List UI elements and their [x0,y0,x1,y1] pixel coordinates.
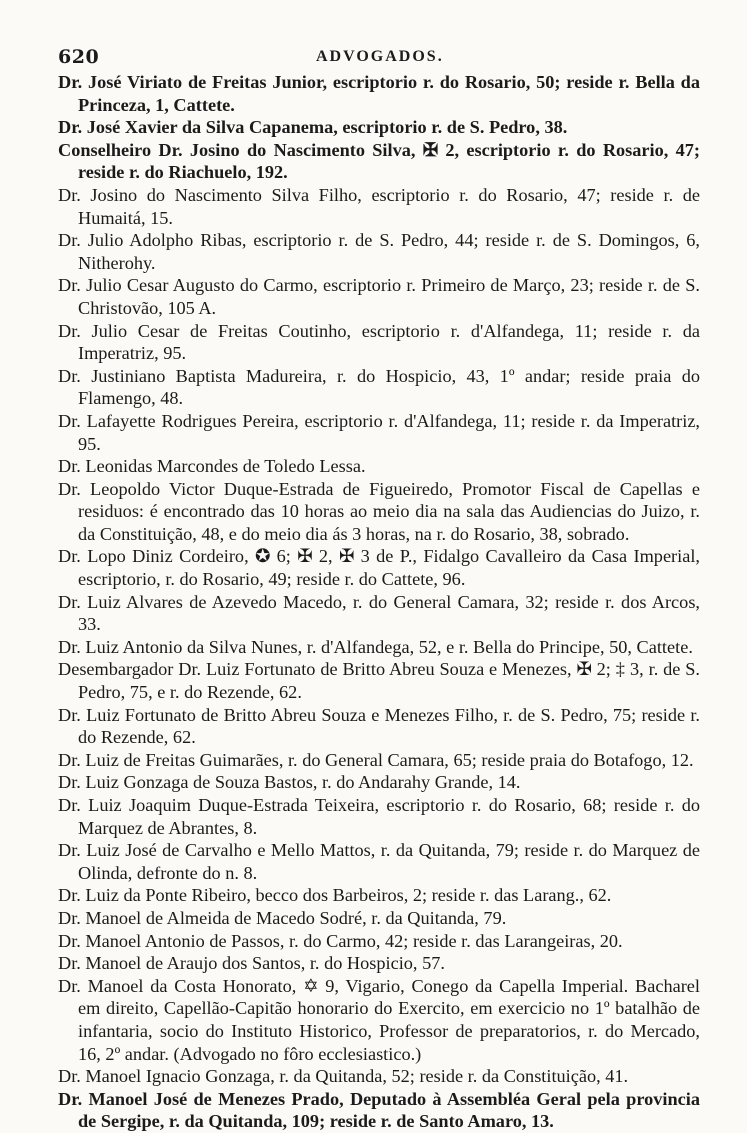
list-item: Desembargador Dr. Luiz Fortunato de Britto Abreu Souza e Menezes, ✠ 2; ‡ 3, r. de S. Pedro, 75, e r. do Rezende, 62. [58,659,700,703]
list-item: Dr. Manoel Antonio de Passos, r. do Carmo, 42; reside r. das Larangeiras, 20. [58,930,623,951]
page-number: 620 [58,46,100,68]
list-item: Dr. Luiz da Ponte Ribeiro, becco dos Barbeiros, 2; reside r. das Larang., 62. [58,885,612,906]
page-header [58,44,698,70]
list-item: Dr. Manoel José de Menezes Prado, Deputado à Assembléa Geral pela provincia de Sergipe, r. da Quitanda, 109; reside r. de Santo Amaro, 13. [58,1088,700,1132]
list-item: Dr. José Xavier da Silva Capanema, escriptorio r. de S. Pedro, 38. [58,117,568,138]
list-item: Conselheiro Dr. Josino do Nascimento Silva, ✠ 2, escriptorio r. do Rosario, 47; reside r. do Riachuelo, 192. [58,139,700,183]
page-title: ADVOGADOS. [316,48,444,65]
list-item: Dr. Luiz Alvares de Azevedo Macedo, r. do General Camara, 32; reside r. dos Arcos, 33. [58,591,700,635]
list-item: Dr. Lopo Diniz Cordeiro, ✪ 6; ✠ 2, ✠ 3 de P., Fidalgo Cavalleiro da Casa Imperial, escriptorio, r. do Rosario, 49; reside r. do Cattete, 96. [58,546,700,590]
list-item: Dr. José Viriato de Freitas Junior, escriptorio r. do Rosario, 50; reside r. Bella da Princeza, 1, Cattete. [58,72,700,115]
advogados-list [58,71,700,1133]
list-item: Dr. Justiniano Baptista Madureira, r. do Hospicio, 43, 1º andar; reside praia do Flamengo, 48. [58,365,700,409]
list-item: Dr. Luiz Joaquim Duque-Estrada Teixeira, escriptorio r. do Rosario, 68; reside r. do Marquez de Abrantes, 8. [58,795,700,838]
list-item: Dr. Leopoldo Victor Duque-Estrada de Figueiredo, Promotor Fiscal de Capellas e residuos: é encontrado das 10 horas ao meio dia na sala das Audiencias do Juizo, r. da Constituição, 48, e do meio dia ás 3 horas, na r. do Rosario, 38, sobrado. [58,478,700,544]
list-item: Dr. Luiz José de Carvalho e Mello Mattos, r. da Quitanda, 79; reside r. do Marquez de Olinda, defronte do n. 8. [58,840,700,883]
list-item: Dr. Luiz Antonio da Silva Nunes, r. d'Alfandega, 52, e r. Bella do Principe, 50, Cattete. [58,636,693,657]
list-item: Dr. Manoel Ignacio Gonzaga, r. da Quitanda, 52; reside r. da Constituição, 41. [58,1066,629,1087]
list-item: Dr. Manoel de Almeida de Macedo Sodré, r. da Quitanda, 79. [58,907,507,928]
list-item: Dr. Julio Adolpho Ribas, escriptorio r. de S. Pedro, 44; reside r. de S. Domingos, 6, Nitherohy. [58,230,700,273]
list-item: Dr. Leonidas Marcondes de Toledo Lessa. [58,456,366,477]
list-item: Dr. Julio Cesar de Freitas Coutinho, escriptorio r. d'Alfandega, 11; reside r. da Imperatriz, 95. [58,320,700,364]
list-item: Dr. Luiz de Freitas Guimarães, r. do General Camara, 65; reside praia do Botafogo, 12. [58,749,694,770]
list-item: Dr. Lafayette Rodrigues Pereira, escriptorio r. d'Alfandega, 11; reside r. da Imperatriz, 95. [58,410,700,454]
list-item: Dr. Julio Cesar Augusto do Carmo, escriptorio r. Primeiro de Março, 23; reside r. de S. Christovão, 105 A. [58,275,700,318]
list-item: Dr. Luiz Fortunato de Britto Abreu Souza e Menezes Filho, r. de S. Pedro, 75; reside r. do Rezende, 62. [58,704,700,748]
list-item: Dr. Manoel de Araujo dos Santos, r. do Hospicio, 57. [58,953,445,974]
list-item: Dr. Josino do Nascimento Silva Filho, escriptorio r. do Rosario, 47; reside r. de Humaitá, 15. [58,184,700,228]
list-item: Dr. Luiz Gonzaga de Souza Bastos, r. do Andarahy Grande, 14. [58,772,521,793]
list-item: Dr. Manoel da Costa Honorato, ✡ 9, Vigario, Conego da Capella Imperial. Bacharel em direito, Capellão-Capitão honorario do Exercito, em exercicio no 1º batalhão de infantaria, socio do Instituto Historico, Professor de preparatorios, r. do Mercado, 16, 2º andar. (Advogado no fôro ecclesiastico.) [58,975,700,1064]
